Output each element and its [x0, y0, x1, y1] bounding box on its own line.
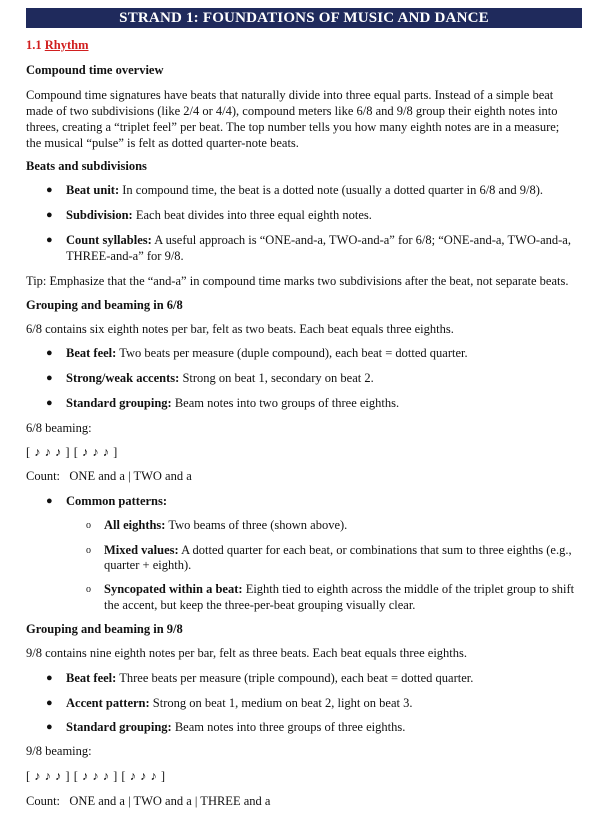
nine-eight-count: Count: ONE and a | TWO and a | THREE and a — [26, 794, 271, 808]
item-text: Beam notes into two groups of three eighths. — [171, 396, 400, 410]
beats-heading: Beats and subdivisions — [26, 159, 147, 173]
beats-item-3 — [66, 232, 586, 249]
bullet-icon: ● — [46, 672, 53, 684]
tip-text: Tip: Emphasize that the “and-a” in compound time marks two subdivisions after the beat, not separate beats. — [26, 274, 569, 288]
six-eight-item-3 — [66, 395, 586, 412]
nine-eight-heading: Grouping and beaming in 9/8 — [26, 622, 183, 636]
item-label: Subdivision: — [66, 208, 133, 222]
item-label: Strong/weak accents: — [66, 371, 180, 385]
beats-item-2 — [66, 207, 586, 224]
bullet-icon: ● — [46, 721, 53, 733]
nine-eight-beaming: [ ♪ ♪ ♪ ] [ ♪ ♪ ♪ ] [ ♪ ♪ ♪ ] — [26, 769, 166, 783]
pattern-1 — [104, 517, 588, 534]
nine-eight-item-1 — [66, 670, 586, 687]
circle-bullet-icon: o — [86, 584, 91, 595]
beats-item-1 — [66, 182, 586, 199]
item-text: Beam notes into three groups of three eighths. — [171, 720, 406, 734]
item-label: Accent pattern: — [66, 696, 150, 710]
beats-item-3-cont: THREE-and-a” for 9/8. — [66, 249, 184, 263]
six-eight-item-2 — [66, 370, 586, 387]
circle-bullet-icon: o — [86, 545, 91, 556]
pattern-2-cont: quarter + eighth). — [104, 558, 192, 572]
section-number: 1.1 — [26, 38, 45, 52]
item-text: Three beats per measure (triple compound), each beat = dotted quarter. — [116, 671, 474, 685]
overview-line-3: threes, creating a “triplet feel” per beat. The top number tells you how many eighth notes are in a measure; — [26, 120, 560, 134]
nine-eight-item-2 — [66, 695, 586, 712]
item-label: Count syllables: — [66, 233, 152, 247]
item-label: Beat unit: — [66, 183, 120, 197]
bullet-icon: ● — [46, 397, 53, 409]
pattern-text: A dotted quarter for each beat, or combinations that sum to three eighths (e.g., — [178, 543, 572, 557]
bullet-icon: ● — [46, 347, 53, 359]
item-label: Beat feel: — [66, 346, 117, 360]
six-eight-heading: Grouping and beaming in 6/8 — [26, 298, 183, 312]
strand-banner: STRAND 1: FOUNDATIONS OF MUSIC AND DANCE — [26, 8, 582, 28]
nine-eight-beaming-label: 9/8 beaming: — [26, 744, 92, 758]
nine-eight-item-3 — [66, 719, 586, 736]
item-text: Each beat divides into three equal eighth notes. — [132, 208, 372, 222]
pattern-label: Mixed values: — [104, 543, 179, 557]
bullet-icon: ● — [46, 372, 53, 384]
six-eight-intro: 6/8 contains six eighth notes per bar, felt as two beats. Each beat equals three eighths. — [26, 322, 454, 336]
nine-eight-intro: 9/8 contains nine eighth notes per bar, felt as three beats. Each beat equals three eighths. — [26, 646, 468, 660]
six-eight-beaming-label: 6/8 beaming: — [26, 421, 92, 435]
bullet-icon: ● — [46, 184, 53, 196]
compound-overview-heading: Compound time overview — [26, 63, 164, 77]
six-eight-beaming: [ ♪ ♪ ♪ ] [ ♪ ♪ ♪ ] — [26, 445, 118, 459]
bullet-icon: ● — [46, 495, 53, 507]
item-label: Standard grouping: — [66, 396, 172, 410]
bullet-icon: ● — [46, 234, 53, 246]
item-text: Strong on beat 1, secondary on beat 2. — [179, 371, 374, 385]
overview-line-2: made of two subdivisions (like 2/4 or 4/4), compound meters like 6/8 and 9/8 group their eighth notes into — [26, 104, 558, 118]
section-title — [26, 37, 586, 54]
overview-line-1: Compound time signatures have beats that naturally divide into three equal parts. Instead of a simple beat — [26, 88, 554, 102]
bullet-icon: ● — [46, 209, 53, 221]
item-text: In compound time, the beat is a dotted note (usually a dotted quarter in 6/8 and 9/8). — [119, 183, 543, 197]
pattern-text: Two beams of three (shown above). — [165, 518, 348, 532]
item-text: Strong on beat 1, medium on beat 2, light on beat 3. — [149, 696, 413, 710]
six-eight-count: Count: ONE and a | TWO and a — [26, 469, 192, 483]
pattern-label: All eighths: — [104, 518, 166, 532]
six-eight-item-1 — [66, 345, 586, 362]
overview-line-4: the musical “pulse” is felt as dotted quarter-note beats. — [26, 136, 299, 150]
bullet-icon: ● — [46, 697, 53, 709]
item-text: A useful approach is “ONE-and-a, TWO-and-a” for 6/8; “ONE-and-a, TWO-and-a, — [151, 233, 571, 247]
common-patterns-label: Common patterns: — [66, 494, 168, 508]
pattern-text: Eighth tied to eighth across the middle of the triplet group to shift — [242, 582, 575, 596]
item-label: Beat feel: — [66, 671, 117, 685]
pattern-3 — [104, 581, 588, 598]
circle-bullet-icon: o — [86, 520, 91, 531]
item-text: Two beats per measure (duple compound), each beat = dotted quarter. — [116, 346, 468, 360]
item-label: Standard grouping: — [66, 720, 172, 734]
pattern-3-cont: the accent, but keep the three-per-beat grouping visually clear. — [104, 598, 416, 612]
section-name: Rhythm — [44, 38, 89, 52]
pattern-label: Syncopated within a beat: — [104, 582, 243, 596]
